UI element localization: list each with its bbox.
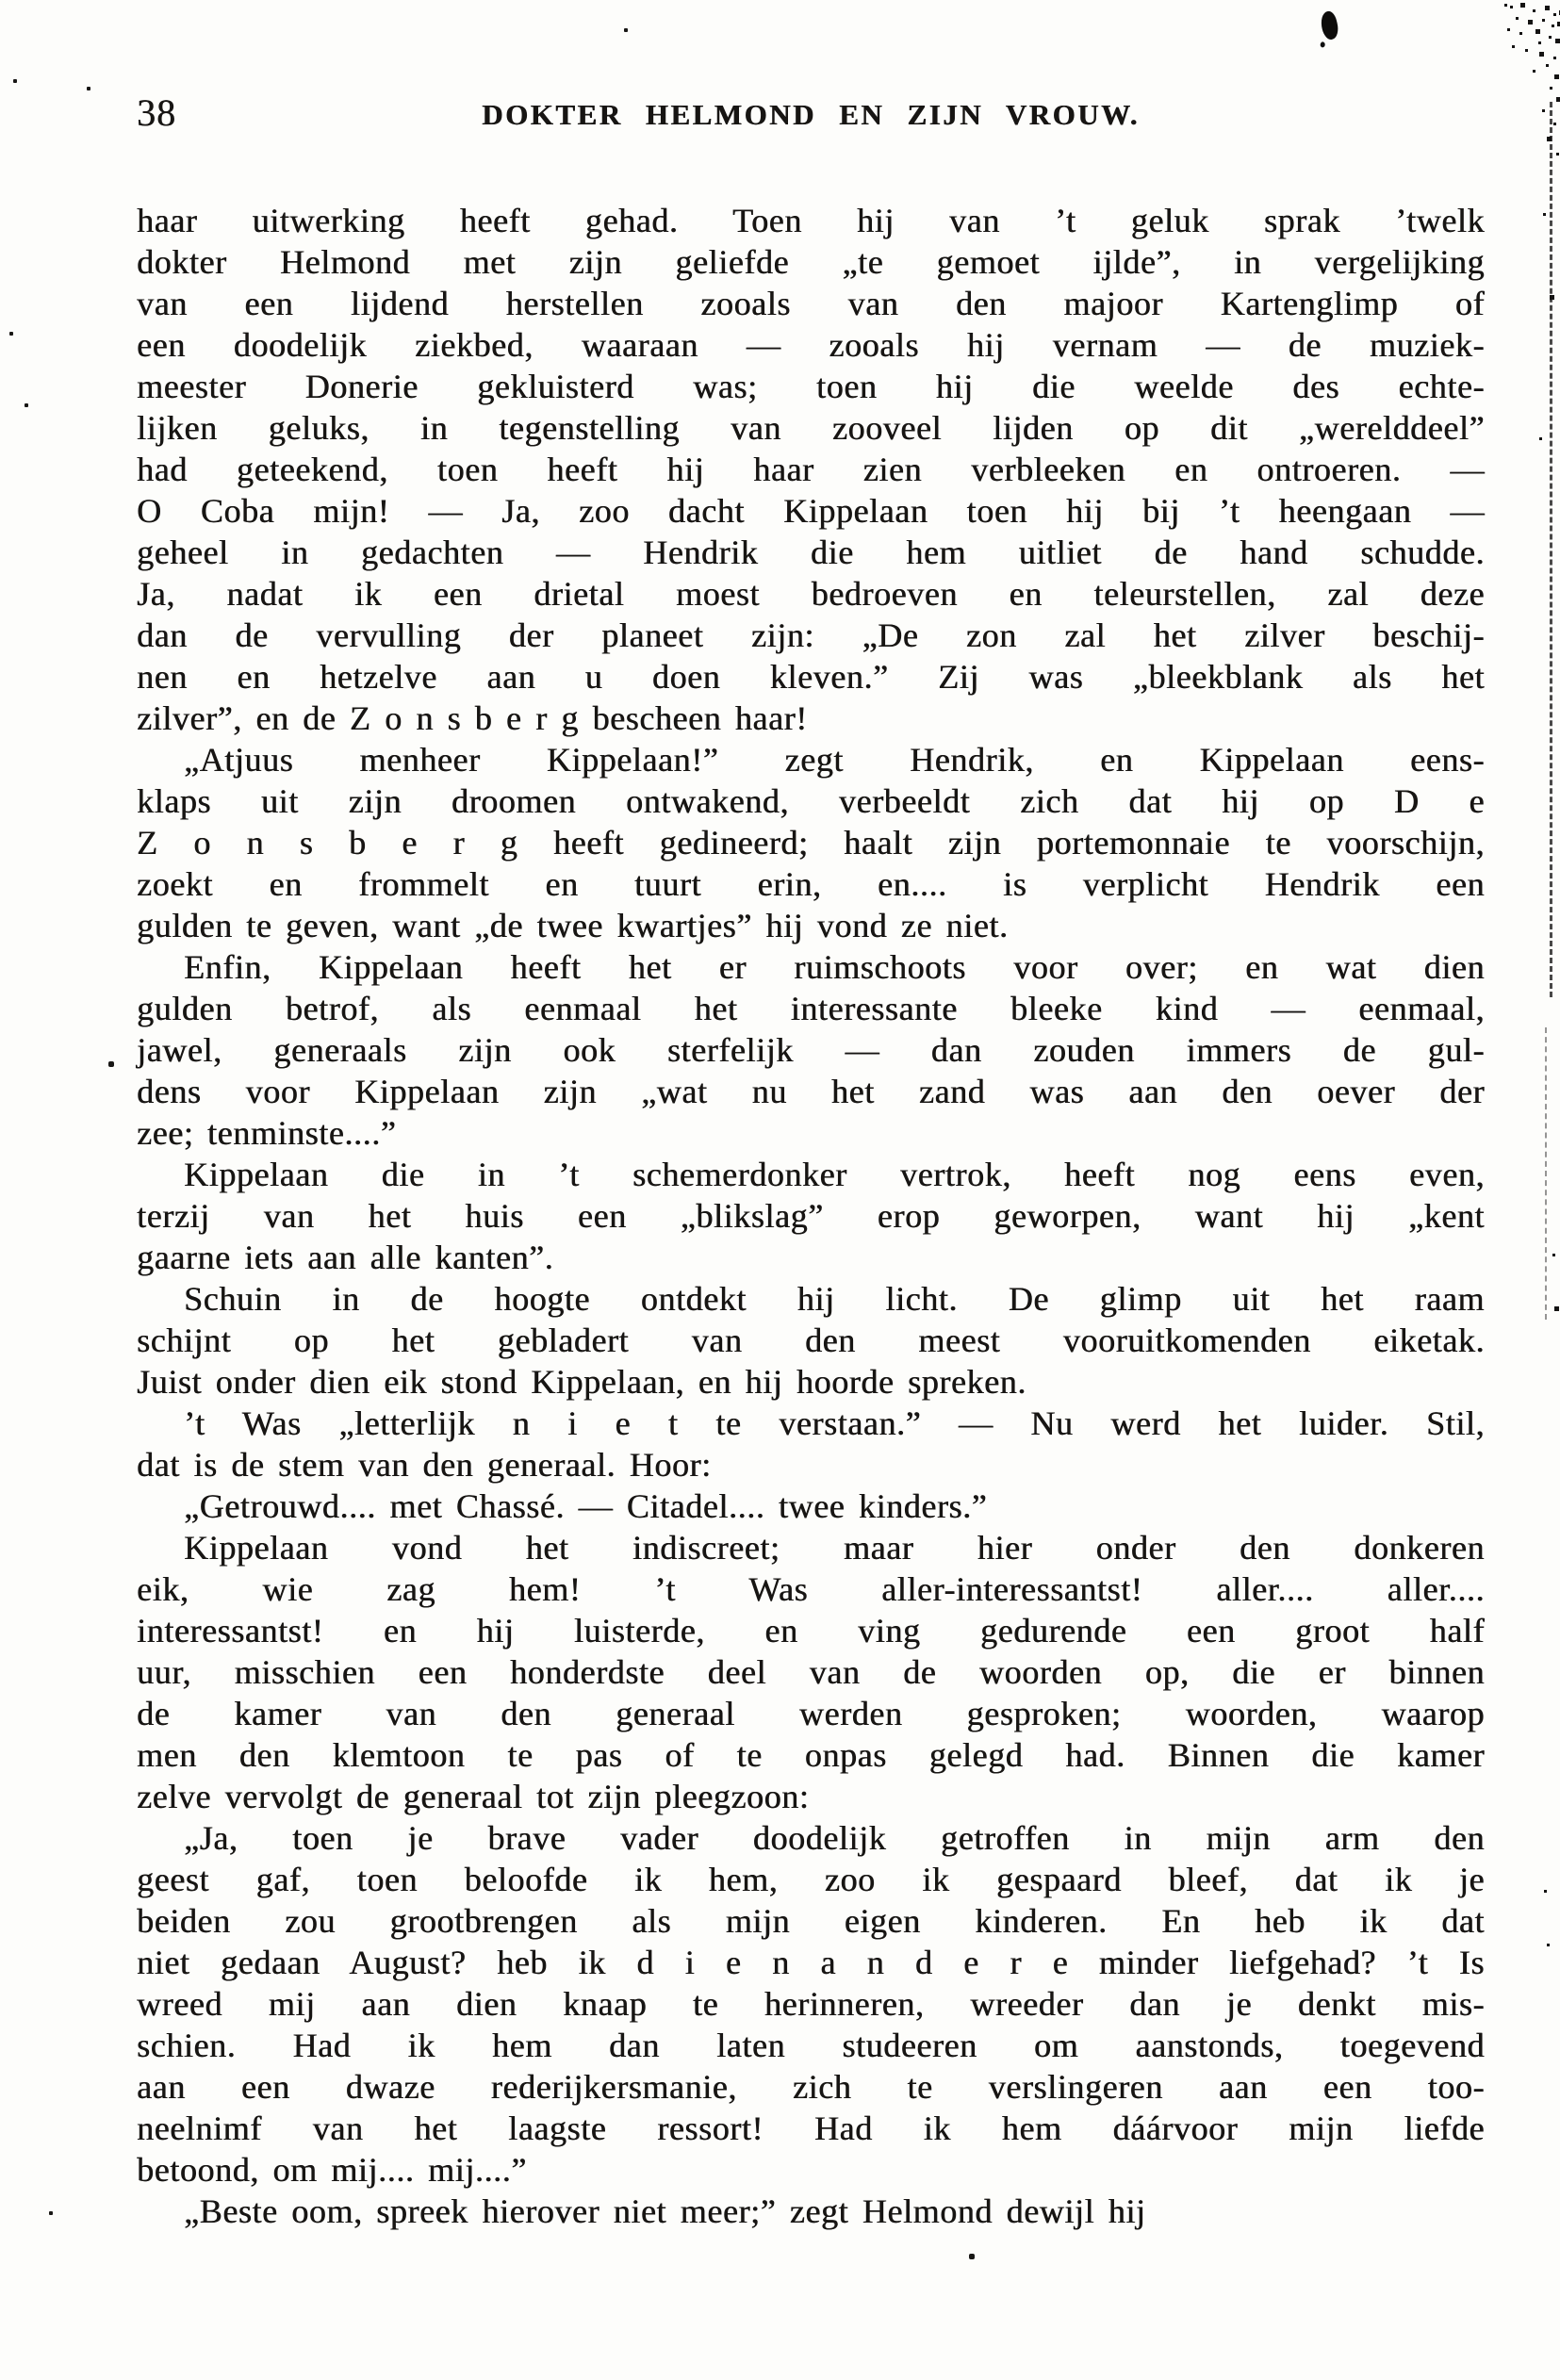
text-line: beiden zou grootbrengen als mijn eigen kinderen. En heb ik dat bbox=[137, 1902, 1485, 1940]
text-line: jawel, generaals zijn ook sterfelijk — dan zouden immers de gul- bbox=[137, 1031, 1485, 1069]
text-line: neelnimf van het laagste ressort! Had ik hem dáárvoor mijn liefde bbox=[137, 2109, 1485, 2147]
text-line: gulden te geven, want „de twee kwartjes” hij vond ze niet. bbox=[137, 907, 1009, 944]
scan-specks bbox=[87, 87, 90, 90]
text-line: „Ja, toen je brave vader doodelijk getroffen in mijn arm den bbox=[184, 1819, 1485, 1857]
ink-blob-artifact bbox=[1319, 9, 1341, 41]
text-line: ’t Was „letterlijk n i e t te verstaan.” — Nu werd het luider. Stil, bbox=[184, 1404, 1485, 1442]
text-line: dan de vervulling der planeet zijn: „De zon zal het zilver beschij- bbox=[137, 616, 1485, 654]
text-line: „Atjuus menheer Kippelaan!” zegt Hendrik, en Kippelaan eens- bbox=[184, 741, 1485, 779]
text-line: klaps uit zijn droomen ontwakend, verbeeldt zich dat hij op D e bbox=[137, 782, 1485, 820]
page-number: 38 bbox=[137, 91, 176, 134]
text-line: zilver”, en de Z o n s b e r g bescheen haar! bbox=[137, 699, 808, 737]
text-line: wreed mij aan dien knaap te herinneren, wreeder dan je denkt mis- bbox=[137, 1985, 1485, 2023]
scan-edge-noise-lower bbox=[1545, 1027, 1547, 1320]
text-line: O Coba mijn! — Ja, zoo dacht Kippelaan toen hij bij ’t heengaan — bbox=[137, 492, 1485, 530]
text-line: Ja, nadat ik een drietal moest bedroeven en teleurstellen, zal deze bbox=[137, 575, 1485, 613]
text-line: geheel in gedachten — Hendrik die hem uitliet de hand schudde. bbox=[137, 533, 1485, 571]
text-line: gulden betrof, als eenmaal het interessante bleeke kind — eenmaal, bbox=[137, 990, 1485, 1027]
text-line: van een lijdend herstellen zooals van den majoor Kartenglimp of bbox=[137, 285, 1485, 322]
text-line: Juist onder dien eik stond Kippelaan, en hij hoorde spreken. bbox=[137, 1363, 1026, 1401]
text-line: „Getrouwd.... met Chassé. — Citadel.... twee kinders.” bbox=[184, 1487, 988, 1525]
text-line: dat is de stem van den generaal. Hoor: bbox=[137, 1446, 712, 1484]
text-line: uur, misschien een honderdste deel van de woorden op, die er binnen bbox=[137, 1653, 1485, 1691]
running-header-title: DOKTER HELMOND EN ZIJN VROUW. bbox=[482, 98, 1140, 131]
text-line: „Beste oom, spreek hierover niet meer;” zegt Helmond dewijl hij bbox=[184, 2192, 1146, 2230]
text-line: dens voor Kippelaan zijn „wat nu het zand was aan den oever der bbox=[137, 1073, 1485, 1110]
text-line: niet gedaan August? heb ik d i e n a n d e r e minder liefgehad? ’t Is bbox=[137, 1944, 1485, 1981]
text-line: zelve vervolgt de generaal tot zijn pleegzoon: bbox=[137, 1778, 810, 1815]
text-line: schijnt op het gebladert van den meest vooruitkomenden eiketak. bbox=[137, 1321, 1485, 1359]
text-line: gaarne iets aan alle kanten”. bbox=[137, 1239, 554, 1276]
text-line: de kamer van den generaal werden gesproken; woorden, waarop bbox=[137, 1695, 1485, 1732]
text-line: lijken geluks, in tegenstelling van zooveel lijden op dit „werelddeel” bbox=[137, 409, 1485, 447]
text-line: meester Donerie gekluisterd was; toen hij die weelde des echte- bbox=[137, 368, 1485, 405]
text-line: Enfin, Kippelaan heeft het er ruimschoots voor over; en wat dien bbox=[184, 948, 1485, 986]
text-line: dokter Helmond met zijn geliefde „te gemoet ijlde”, in vergelijking bbox=[137, 243, 1485, 281]
text-line: Schuin in de hoogte ontdekt hij licht. De glimp uit het raam bbox=[184, 1280, 1485, 1318]
text-line: Kippelaan die in ’t schemerdonker vertrok, heeft nog eens even, bbox=[184, 1156, 1485, 1193]
scan-speckle-cluster bbox=[1504, 4, 1507, 7]
scan-edge-noise bbox=[1550, 102, 1552, 997]
text-line: had geteekend, toen heeft hij haar zien verbleeken en ontroeren. — bbox=[137, 451, 1485, 488]
text-line: zee; tenminste....” bbox=[137, 1114, 397, 1152]
text-line: terzij van het huis een „blikslag” erop geworpen, want hij „kent bbox=[137, 1197, 1485, 1235]
text-line: aan een dwaze rederijkersmanie, zich te verslingeren aan een too- bbox=[137, 2068, 1485, 2106]
text-line: schien. Had ik hem dan laten studeeren om aanstonds, toegevend bbox=[137, 2027, 1485, 2064]
text-line: betoond, om mij.... mij....” bbox=[137, 2151, 527, 2189]
text-line: Kippelaan vond het indiscreet; maar hier onder den donkeren bbox=[184, 1529, 1485, 1567]
text-line: geest gaf, toen beloofde ik hem, zoo ik gespaard bleef, dat ik je bbox=[137, 1861, 1485, 1898]
text-line: haar uitwerking heeft gehad. Toen hij van ’t geluk sprak ’twelk bbox=[137, 202, 1485, 239]
text-line: een doodelijk ziekbed, waaraan — zooals hij vernam — de muziek- bbox=[137, 326, 1485, 364]
text-line: interessantst! en hij luisterde, en ving gedurende een groot half bbox=[137, 1612, 1485, 1650]
text-line: zoekt en frommelt en tuurt erin, en.... is verplicht Hendrik een bbox=[137, 865, 1485, 903]
page-body bbox=[137, 200, 1485, 2232]
text-line: men den klemtoon te pas of te onpas gelegd had. Binnen die kamer bbox=[137, 1736, 1485, 1774]
running-head bbox=[137, 92, 1485, 138]
text-line: Z o n s b e r g heeft gedineerd; haalt zijn portemonnaie te voorschijn, bbox=[137, 824, 1485, 862]
text-line: nen en hetzelve aan u doen kleven.” Zij was „bleekblank als het bbox=[137, 658, 1485, 696]
text-line: eik, wie zag hem! ’t Was aller-interessantst! aller.... aller.... bbox=[137, 1570, 1485, 1608]
